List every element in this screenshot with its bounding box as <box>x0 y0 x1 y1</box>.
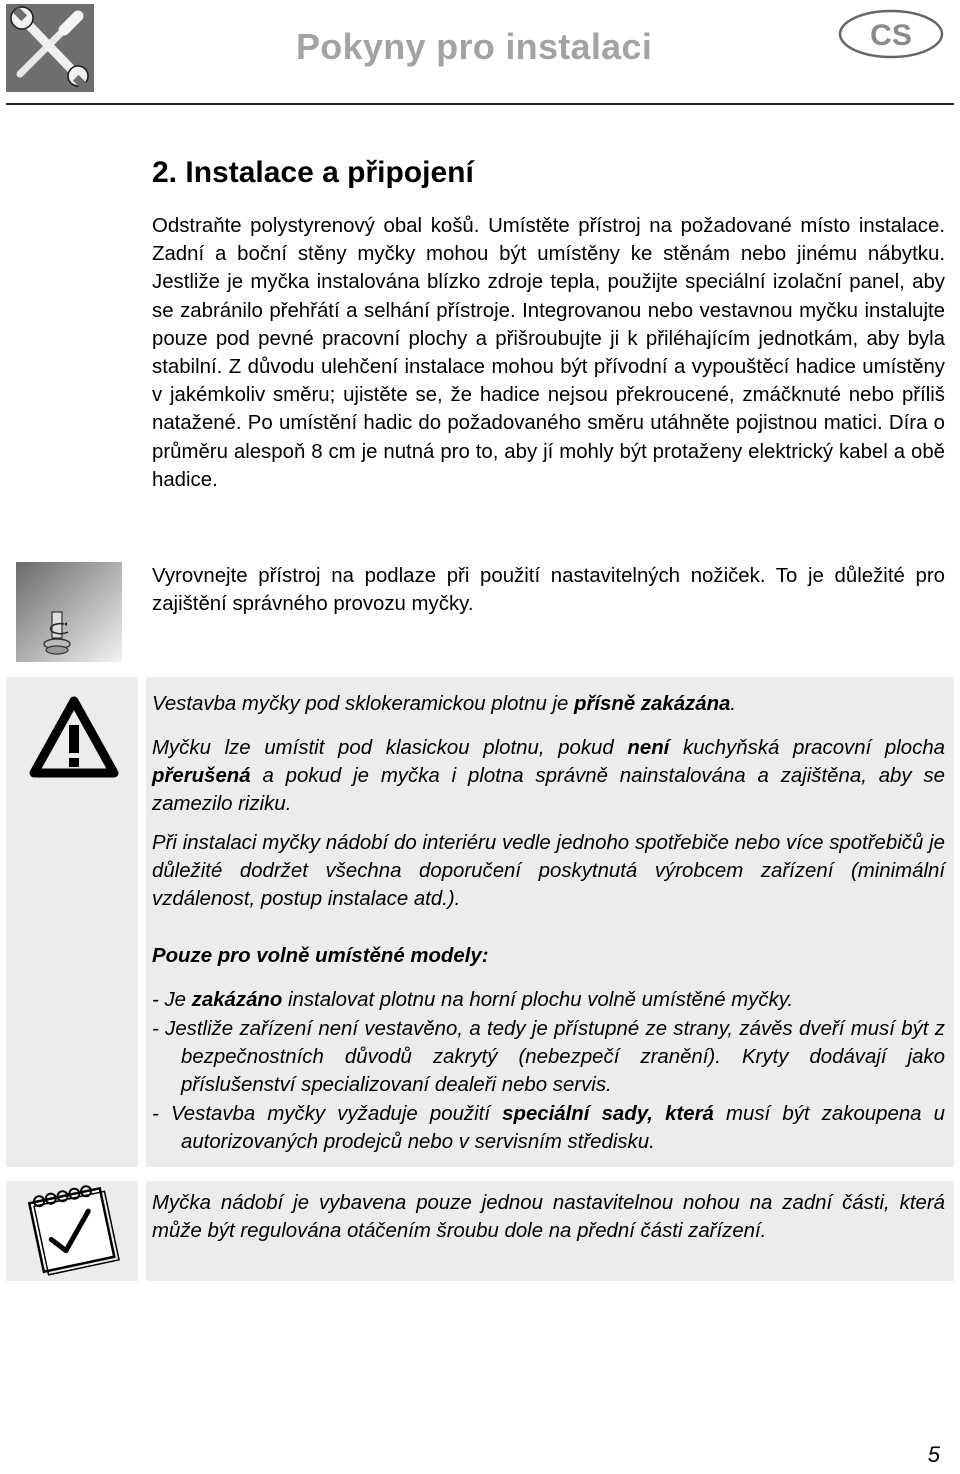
freestanding-heading: Pouze pro volně umístěné modely: <box>152 945 489 967</box>
language-code: CS <box>870 19 912 52</box>
freestanding-item-3: - Vestavba myčky vyžaduje použití speciální sady, která musí být zakoupena u autorizovaných prodejců nebo v servisním středisku. <box>152 1103 945 1154</box>
freestanding-item-2: - Jestliže zařízení není vestavěno, a tedy je přístupné ze strany, závěs dveří musí být z bezpečnostních důvodů zakrytý (nebezpečí zranění). Kryty dodávají jako příslušenství specializovaní dealeři nebo servis. <box>152 1018 945 1097</box>
installation-paragraph: Odstraňte polystyrenový obal košů. Umístěte přístroj na požadované místo instalace. Zadní a boční stěny myčky mohou být umístěny ke stěnám nebo jinému nábytku. Jestliže je myčka instalována blízko zdroje tepla, použijte speciální izolační panel, aby se zabránilo přehřátí a selhání přístroje. Integrovanou nebo vestavnou myčku instalujte pouze pod pevné pracovní plochy a přišroubujte ji k přiléhajícím jednotkám, aby byla stabilní. Z důvodu ulehčení instalace mohou být přívodní a vypouštěcí hadice umístěny v jakémkoliv směru; ujistěte se, že hadice nejsou překroucené, zmáčknuté nebo příliš natažené. Po umístění hadic do požadovaného směru utáhněte pojistnou matici. Díra o průměru alespoň 8 cm je nutná pro to, aby jí mohly být protaženy elektrický kabel a obě hadice. <box>152 215 945 491</box>
warning-triangle-icon <box>6 677 138 807</box>
note-icon-cell <box>6 1181 138 1281</box>
leveling-paragraph: Vyrovnejte přístroj na podlaze při použití nastavitelných nožiček. To je důležité pro zajištění správného provozu myčky. <box>152 565 945 616</box>
warning-next-to-appliance: Při instalaci myčky nádobí do interiéru vedle jednoho spotřebiče nebo více spotřebičů je důležité dodržet všechna doporučení poskytnutá výrobcem zařízení (minimální vzdálenost, postup instalace atd.). <box>152 832 945 911</box>
warning-classic-hob: Myčku lze umístit pod klasickou plotnu, pokud není kuchyňská pracovní plocha přerušená a pokud je myčka i plotna správně nainstalována a zajištěna, aby se zamezilo riziku. <box>152 737 945 816</box>
freestanding-item-1: - Je zakázáno instalovat plotnu na horní plochu volně umístěné myčky. <box>152 989 794 1011</box>
adjustable-foot-icon <box>16 562 122 662</box>
header-divider <box>6 103 954 105</box>
page-title: Pokyny pro instalaci <box>296 26 653 67</box>
notepad-check-icon <box>6 1181 138 1281</box>
warning-ceramic-hob: Vestavba myčky pod sklokeramickou plotnu je přísně zakázána. <box>152 693 737 715</box>
language-badge <box>838 8 944 60</box>
warning-icon-cell <box>6 677 138 1167</box>
note-text: Myčka nádobí je vybavena pouze jednou nastavitelnou nohou na zadní části, která může být regulována otáčením šroubu dole na přední části zařízení. <box>152 1192 945 1243</box>
section-heading: 2. Instalace a připojení <box>152 156 474 189</box>
page-number: 5 <box>927 1442 940 1467</box>
wrench-screwdriver-icon <box>6 4 94 92</box>
